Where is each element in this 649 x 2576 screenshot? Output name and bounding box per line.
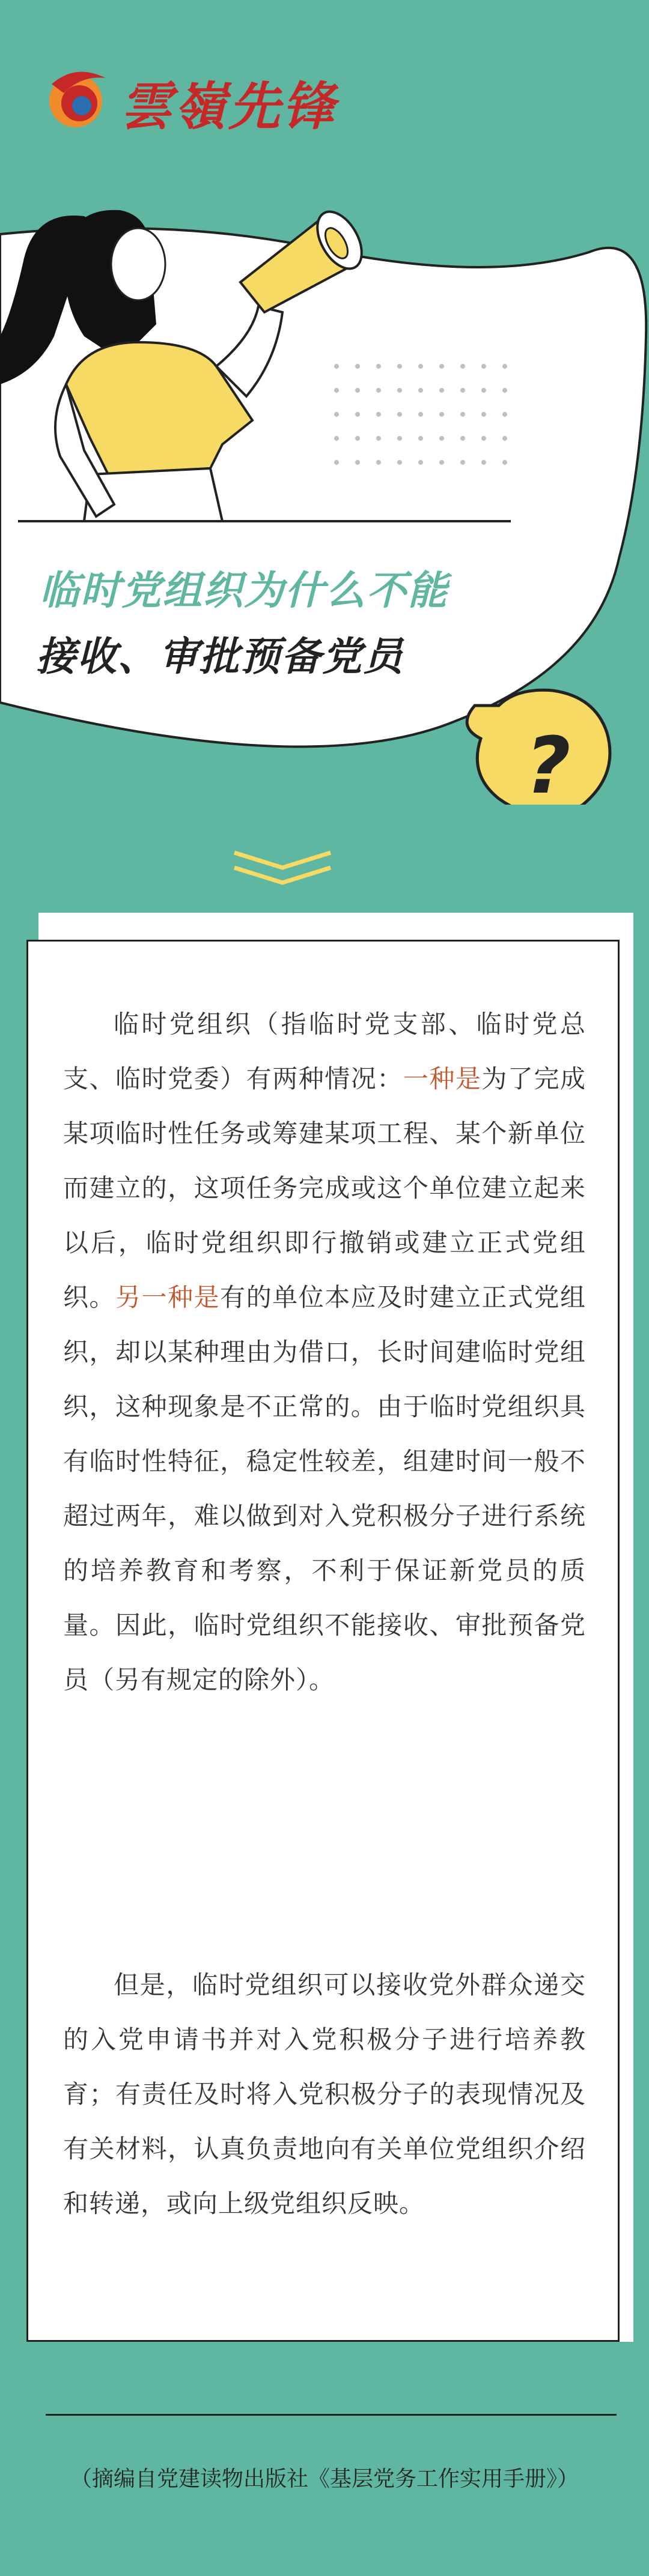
decorative-dot [334,364,339,369]
decorative-dot [397,460,402,465]
decorative-dot [334,460,339,465]
decorative-dot [376,388,381,393]
decorative-dot [376,460,381,465]
decorative-dot [334,412,339,417]
decorative-dot [460,436,465,441]
divider [46,2414,617,2416]
decorative-dot [439,436,444,441]
decorative-dot [355,436,360,441]
decorative-dot [439,364,444,369]
decorative-dot [355,412,360,417]
decorative-dot [460,412,465,417]
highlight-text: 一种是 [403,1064,482,1093]
decorative-dot [418,388,423,393]
decorative-dot [460,388,465,393]
decorative-dot [502,436,507,441]
decorative-dot [334,436,339,441]
source-note: （摘编自党建读物出版社《基层党务工作实用手册》） [70,2467,579,2491]
decorative-dot [334,388,339,393]
decorative-dot [481,388,486,393]
decorative-dot [355,460,360,465]
decorative-dot [502,412,507,417]
decorative-dot [397,436,402,441]
decorative-dot [418,460,423,465]
hero-title-line2: 接收、审批预备党员 [36,633,404,680]
decorative-dot [502,364,507,369]
decorative-dot [397,388,402,393]
decorative-dot [418,364,423,369]
decorative-dot [439,388,444,393]
decorative-dot [481,460,486,465]
decorative-dot [355,364,360,369]
decorative-dot [481,436,486,441]
decorative-dot [397,412,402,417]
chevron-down-icon [231,847,334,889]
decorative-dot [439,412,444,417]
decorative-dot [439,460,444,465]
highlight-text: 另一种是 [115,1283,221,1312]
hero-illustration [0,180,649,805]
question-mark-icon: ? [525,720,571,805]
decorative-dot [502,460,507,465]
hero-title-line1: 临时党组织为什么不能 [40,567,448,614]
brand-name: 雲嶺先锋 [120,76,337,137]
decorative-dot [418,436,423,441]
decorative-dot [502,388,507,393]
decorative-dot [460,364,465,369]
decorative-dot [481,412,486,417]
decorative-dot [355,388,360,393]
decorative-dot [397,364,402,369]
decorative-dot [460,460,465,465]
article-paragraph-1: 临时党组织（指临时党支部、临时党总支、临时党委）有两种情况：一种是为了完成某项临时性任务或筹建某项工程、某个新单位而建立的，这项任务完成或这个单位建立起来以后，临时党组织即行撤销或建立正式党组织。另一种是有的单位本应及时建立正式党组织，却以某种理由为借口，长时间建临时党组织，这种现象是不正常的。由于临时党组织具有临时性特征，稳定性较差，组建时间一般不超过两年，难以做到对入党积极分子进行系统的培养教育和考察，不利于保证新党员的质量。因此，临时党组织不能接收、审批预备党员（另有规定的除外）。 [63,1009,586,1695]
decorative-dot [376,364,381,369]
article-paragraph-2: 但是，临时党组织可以接收党外群众递交的入党申请书并对入党积极分子进行培养教育；有责任及时将入党积极分子的表现情况及有关材料，认真负责地向有关单位党组织介绍和转递，或向上级党组织反映。 [63,1970,586,2218]
decorative-dot [376,412,381,417]
decorative-dot [418,412,423,417]
decorative-dot [376,436,381,441]
decorative-dot [481,364,486,369]
